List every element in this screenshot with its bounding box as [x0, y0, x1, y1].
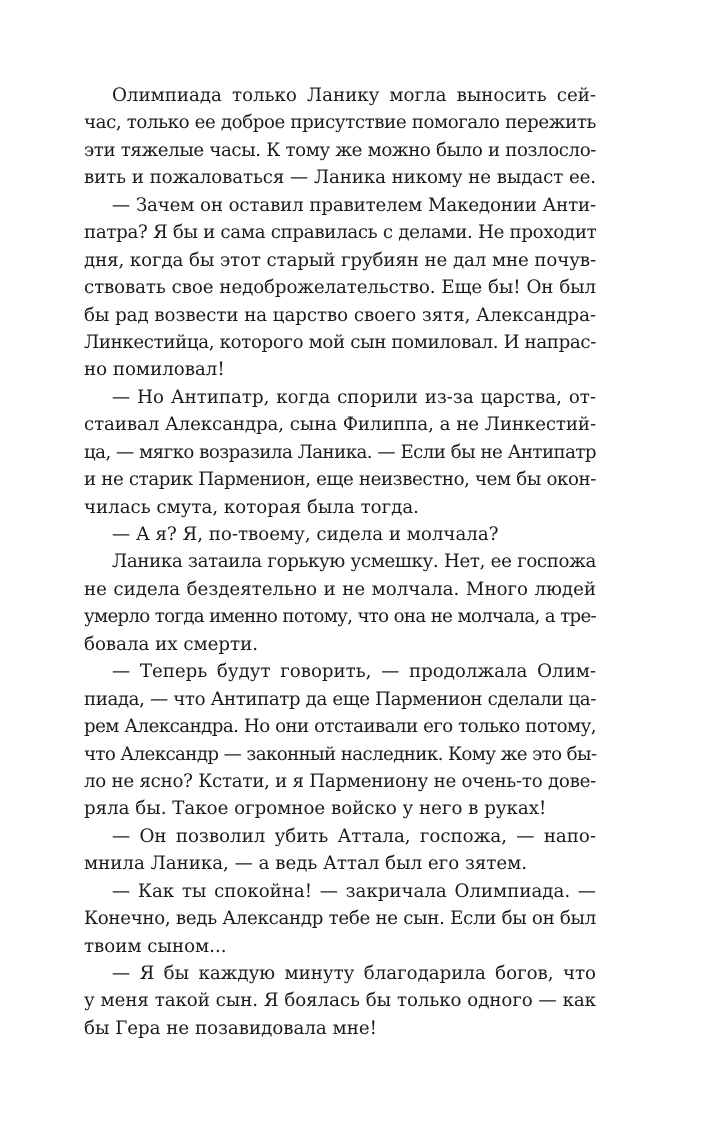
text-line: — Я бы каждую минуту благодарила богов, что [112, 963, 596, 984]
text-line: твоим сыном... [84, 935, 227, 957]
text-line: Ланика затаила горькую усмешку. Нет, ее госпожа [112, 551, 596, 573]
text-line: час, только ее доброе присутствие помогало пережить [84, 112, 596, 134]
text-line: у меня такой сын. Я боялась бы только одного — как [84, 990, 596, 1012]
text-line: ло не ясно? Кстати, и я Пармениону не очень-то дове- [84, 770, 597, 792]
text-line: дня, когда бы этот старый грубиян не дал мне почув- [84, 249, 596, 271]
text-line: стаивал Александра, сына Филиппа, а не Линкестий- [84, 414, 596, 436]
text-line: что Александр — законный наследник. Кому же это бы- [84, 743, 597, 765]
text-line: но помиловал! [84, 359, 225, 381]
text-line: — Как ты спокойна! — закричала Олимпиада. — [112, 880, 596, 902]
text-line: ствовать свое недоброжелательство. Еще бы! Он был [84, 277, 596, 299]
text-line: пиада, — что Антипатр да еще Парменион сделали ца- [84, 688, 596, 710]
text-line: Олимпиада только Ланику могла выносить сей- [112, 85, 596, 106]
text-line: патра? Я бы и сама справилась с делами. Не проходит [84, 222, 597, 244]
text-line: бы Гера не позавидовала мне! [84, 1017, 377, 1039]
text-line: рем Александра. Но они отстаивали его только потому, [84, 716, 596, 738]
text-line: Линкестийца, которого мой сын помиловал. И напрас- [84, 331, 596, 353]
text-line: бовала их смерти. [84, 633, 259, 655]
text-line: вить и пожаловаться — Ланика никому не выдаст ее. [84, 167, 596, 189]
text-line: — А я? Я, по-твоему, сидела и молчала? [112, 524, 499, 545]
text-line: не сидела бездеятельно и не молчала. Много людей [84, 578, 596, 600]
body-text [84, 82, 596, 1042]
text-line: ряла бы. Такое огромное войско у него в руках! [84, 798, 547, 820]
text-line: — Зачем он оставил правителем Македонии Анти- [112, 194, 596, 216]
text-line: эти тяжелые часы. К тому же можно было и позлосло- [84, 139, 596, 161]
text-line: мнила Ланика, — а ведь Аттал был его зятем. [84, 853, 528, 875]
text-line: — Но Антипатр, когда спорили из-за царства, от- [112, 386, 596, 408]
text-line: — Теперь будут говорить, — продолжала Олим- [112, 661, 596, 683]
text-line: умерло тогда именно потому, что она не молчала, а тре- [84, 606, 596, 628]
text-line: ца, — мягко возразила Ланика. — Если бы не Антипатр [84, 441, 596, 463]
text-line: и не старик Парменион, еще неизвестно, чем бы окон- [84, 469, 596, 491]
text-line: — Он позволил убить Аттала, госпожа, — напо- [112, 825, 596, 847]
text-line: чилась смута, которая была тогда. [84, 496, 419, 518]
text-line: Конечно, ведь Александр тебе не сын. Если бы он был [84, 908, 596, 930]
text-line: бы рад возвести на царство своего зятя, Александра- [84, 304, 596, 326]
